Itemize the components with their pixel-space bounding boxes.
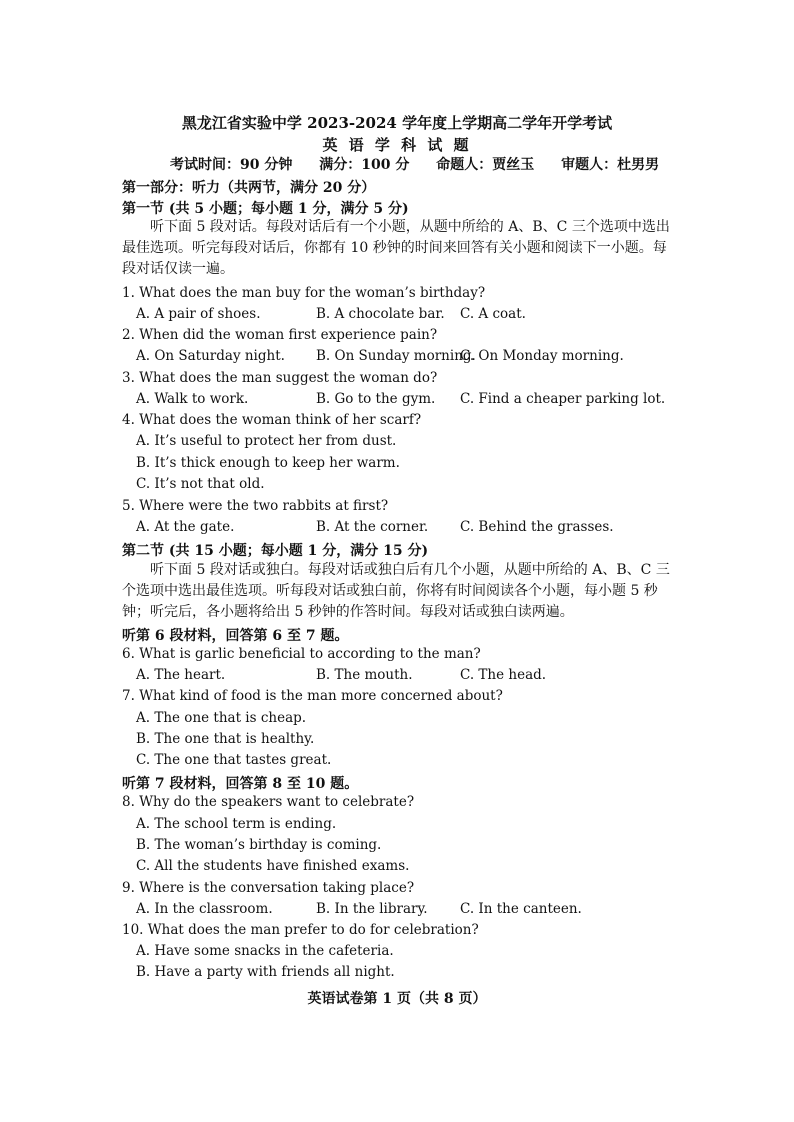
material-7-heading: 听第 7 段材料，回答第 8 至 10 题。 — [122, 776, 359, 792]
question-5-stem: 5. Where were the two rabbits at first? — [122, 498, 389, 514]
question-3-stem: 3. What does the man suggest the woman do? — [122, 370, 438, 386]
exam-time: 考试时间：90 分钟 — [170, 157, 293, 173]
question-8-option-a[interactable]: A. The school term is ending. — [136, 816, 337, 832]
question-5-option-b[interactable]: B. At the corner. — [316, 519, 429, 535]
exam-score: 满分：100 分 — [319, 157, 410, 173]
question-9-option-a[interactable]: A. In the classroom. — [136, 901, 273, 917]
exam-meta — [170, 154, 681, 174]
question-6-option-a[interactable]: A. The heart. — [136, 667, 226, 683]
question-2-option-b[interactable]: B. On Sunday morning. — [316, 348, 476, 364]
question-2-option-a[interactable]: A. On Saturday night. — [136, 348, 285, 364]
question-3-option-a[interactable]: A. Walk to work. — [136, 391, 249, 407]
question-8-option-c[interactable]: C. All the students have finished exams. — [136, 858, 410, 874]
question-4-stem: 4. What does the woman think of her scarf? — [122, 412, 422, 428]
question-10-stem: 10. What does the man prefer to do for celebration? — [122, 922, 479, 938]
section2-instructions: 听下面 5 段对话或独白。每段对话或独白后有几个小题，从题中所给的 A、B、C 三个选项中选出最佳选项。听每段对话或独白前，你将有时间阅读各个小题，每小题 5 秒钟；听完后，各小题将给出 5 秒钟的作答时间。每段对话或独白读两遍。 — [122, 562, 670, 620]
question-1-option-b[interactable]: B. A chocolate bar. — [316, 306, 445, 322]
page-footer: 英语试卷第 1 页（共 8 页） — [307, 991, 487, 1007]
question-4-option-b[interactable]: B. It’s thick enough to keep her warm. — [136, 455, 400, 471]
section2-heading: 第二节 (共 15 小题；每小题 1 分，满分 15 分) — [122, 543, 429, 559]
question-7-option-c[interactable]: C. The one that tastes great. — [136, 752, 332, 768]
question-7-option-b[interactable]: B. The one that is healthy. — [136, 731, 315, 747]
exam-author: 命题人：贾丝玉 — [436, 157, 535, 173]
question-6-option-c[interactable]: C. The head. — [460, 667, 547, 683]
question-4-option-a[interactable]: A. It’s useful to protect her from dust. — [136, 433, 397, 449]
question-10-option-b[interactable]: B. Have a party with friends all night. — [136, 964, 395, 980]
subject-title: 英 语 学 科 试 题 — [322, 136, 472, 154]
question-9-option-b[interactable]: B. In the library. — [316, 901, 428, 917]
exam-reviewer: 审题人：杜男男 — [561, 157, 660, 173]
question-8-option-b[interactable]: B. The woman’s birthday is coming. — [136, 837, 382, 853]
part1-heading: 第一部分：听力（共两节，满分 20 分） — [122, 180, 376, 196]
question-7-stem: 7. What kind of food is the man more concerned about? — [122, 688, 503, 704]
question-6-option-b[interactable]: B. The mouth. — [316, 667, 413, 683]
question-1-stem: 1. What does the man buy for the woman’s birthday? — [122, 285, 486, 301]
question-3-option-c[interactable]: C. Find a cheaper parking lot. — [460, 391, 666, 407]
exam-title: 黑龙江省实验中学 2023-2024 学年度上学期高二学年开学考试 — [181, 114, 613, 132]
question-10-option-a[interactable]: A. Have some snacks in the cafeteria. — [136, 943, 394, 959]
question-7-option-a[interactable]: A. The one that is cheap. — [136, 710, 307, 726]
question-5-option-a[interactable]: A. At the gate. — [136, 519, 235, 535]
question-5-option-c[interactable]: C. Behind the grasses. — [460, 519, 614, 535]
section1-instructions: 听下面 5 段对话。每段对话后有一个小题，从题中所给的 A、B、C 三个选项中选出最佳选项。听完每段对话后，你都有 10 秒钟的时间来回答有关小题和阅读下一小题。每段对话仅读一遍。 — [122, 219, 670, 277]
question-9-stem: 9. Where is the conversation taking place? — [122, 880, 415, 896]
question-2-option-c[interactable]: C. On Monday morning. — [460, 348, 624, 364]
question-3-option-b[interactable]: B. Go to the gym. — [316, 391, 436, 407]
question-1-option-c[interactable]: C. A coat. — [460, 306, 526, 322]
question-4-option-c[interactable]: C. It’s not that old. — [136, 476, 265, 492]
material-6-heading: 听第 6 段材料，回答第 6 至 7 题。 — [122, 628, 349, 644]
question-2-stem: 2. When did the woman first experience pain? — [122, 327, 438, 343]
question-8-stem: 8. Why do the speakers want to celebrate? — [122, 794, 415, 810]
section1-heading: 第一节 (共 5 小题；每小题 1 分，满分 5 分) — [122, 201, 409, 217]
question-1-option-a[interactable]: A. A pair of shoes. — [136, 306, 261, 322]
question-6-stem: 6. What is garlic beneficial to according to the man? — [122, 646, 481, 662]
question-9-option-c[interactable]: C. In the canteen. — [460, 901, 582, 917]
